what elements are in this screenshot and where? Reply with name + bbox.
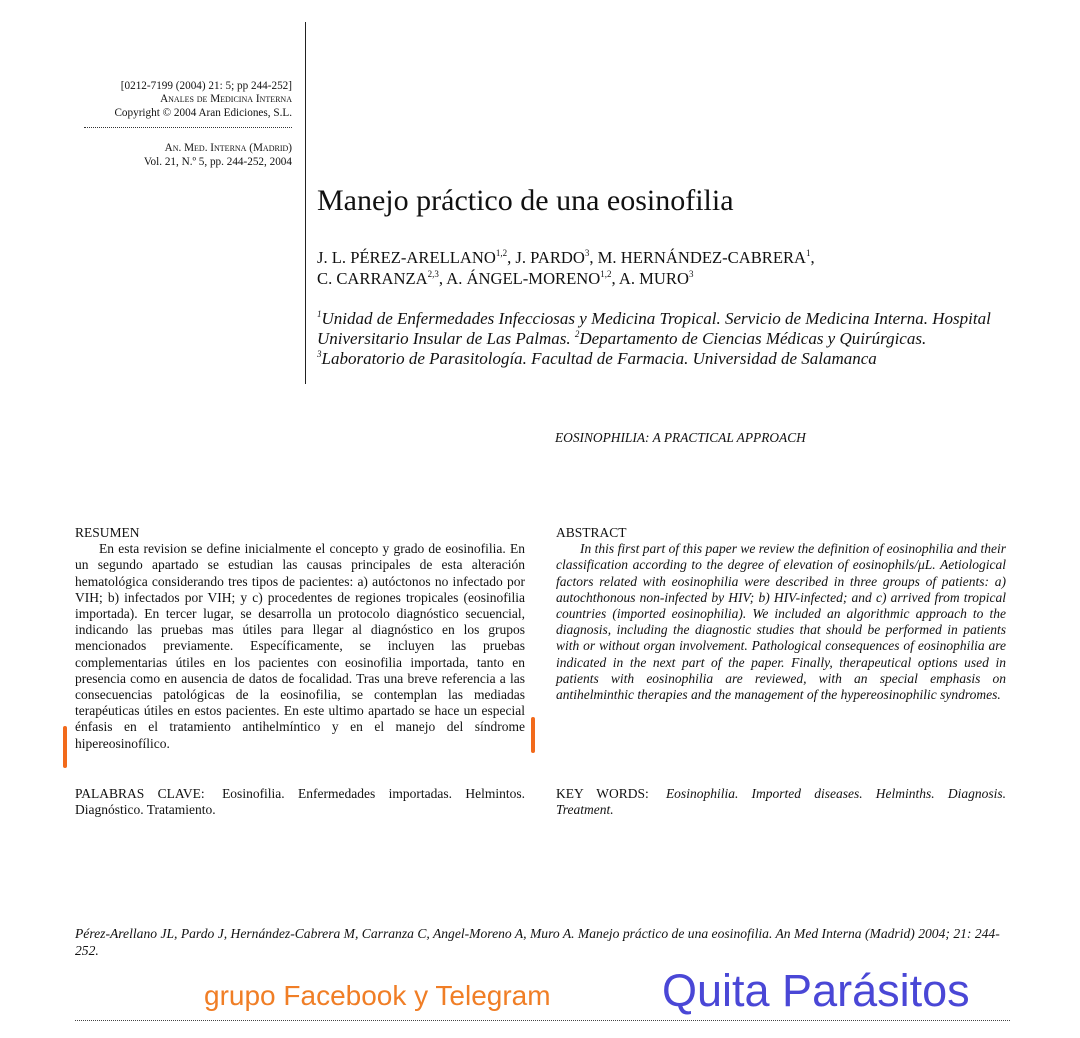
affiliations	[317, 309, 1017, 369]
author-list	[317, 248, 815, 289]
author-affiliation-number: 3	[584, 248, 590, 258]
journal-volume: Vol. 21, N.º 5, pp. 244-252, 2004	[143, 155, 292, 168]
author-separator: ,	[589, 248, 598, 267]
author-name: J. L. PÉREZ-ARELLANO	[317, 248, 496, 267]
author-name: A. MURO	[618, 268, 689, 288]
abstract-section	[556, 525, 1006, 703]
journal-abbrev: An. Med. Interna (Madrid)	[164, 142, 292, 155]
author-line-2	[317, 269, 815, 290]
english-title: EOSINOPHILIA: A PRACTICAL APPROACH	[555, 430, 806, 445]
masthead	[70, 80, 292, 169]
copyright: Copyright © 2004 Aran Ediciones, S.L.	[114, 106, 292, 119]
author-affiliation-number: 1	[806, 248, 811, 258]
vertical-rule	[305, 22, 306, 384]
key-words	[556, 786, 1006, 818]
author-separator: ,	[810, 248, 815, 267]
key-words-values: Eosinophilia. Imported diseases. Helminths. Diagnosis. Treatment.	[556, 786, 1007, 818]
author-name: C. CARRANZA	[317, 268, 428, 288]
author-separator: ,	[507, 248, 516, 267]
highlight-mark-left	[63, 726, 67, 768]
promo-text-small: grupo Facebook y Telegram	[204, 980, 551, 1011]
citation: Pérez-Arellano JL, Pardo J, Hernández-Cabrera M, Carranza C, Angel-Moreno A, Muro A. Manejo práctico de una eosinofilia. An Med Interna (Madrid) 2004; 21: 244-252.	[75, 926, 1000, 958]
resumen-section	[75, 525, 525, 752]
abstract-heading: ABSTRACT	[556, 525, 627, 540]
author-name: A. ÁNGEL-MORENO	[446, 268, 601, 288]
author-affiliation-number: 2,3	[427, 268, 439, 279]
palabras-clave	[75, 786, 525, 818]
journal-reference: [0212-7199 (2004) 21: 5; pp 244-252]	[120, 80, 292, 92]
resumen-heading: RESUMEN	[75, 525, 140, 540]
affiliation-number: 3	[317, 349, 322, 359]
affiliation-text: Unidad de Enfermedades Infecciosas y Medicina Tropical. Servicio de Medicina Interna. Hospital Universitario Insular de Las Palmas.	[317, 309, 991, 348]
highlight-mark-right	[531, 717, 535, 753]
resumen-body: En esta revision se define inicialmente el concepto y grado de eosinofilia. En un segundo apartado se estudian las causas principales de esta alteración hematológica considerando tres tipos de pacientes: a) autóctonos no infectado por VIH; b) infectados por VIH; y c) procedentes de regiones tropicales (eosinofilia importada). En tercer lugar, se desarrolla un protocolo diagnóstico secuencial, indicando las pruebas mas útiles para llegar al diagnóstico en los grupos mencionados previamente. Específicamente, se incluyen las pruebas complementarias útiles en los pacientes con eosinofilia importada, tanto en presencia como en ausencia de datos de focalidad. Tras una breve referencia a las consecuencias patológicas de la eosinofilia, se contemplan las mediadas terapéuticas útiles en estos pacientes. En este ultimo apartado se hace un especial énfasis en el tratamiento antihelmíntico y en el manejo del síndrome hipereosinofílico.	[75, 541, 525, 751]
author-line-1	[317, 248, 815, 269]
key-words-label: KEY WORDS:	[556, 786, 649, 801]
author-separator: ,	[438, 268, 447, 288]
abstract-body: In this first part of this paper we review the definition of eosinophilia and their classification according to the degree of elevation of eosinophils/μL. Aetiological factors related with eosinophilia were described in three groups of patients: a) autochthonous non-infected by HIV; b) HIV-infected; and c) arrived from tropical countries (imported eosinophilia). We included an algorithmic approach to the diagnosis, including the diagnostic studies that should be performed in patients with or without organ involvement. Pathological consequences of eosinophilia are indicated in the next part of the paper. Finally, therapeutical options used in patients with eosinophilia are reviewed, with an special emphasis on antihelminthic therapies and the management of the hypereosinophilic syndromes.	[556, 541, 1006, 703]
author-affiliation-number: 1,2	[495, 248, 508, 258]
author-affiliation-number: 3	[688, 268, 694, 279]
bottom-divider	[75, 1020, 1010, 1021]
affiliation-number: 1	[317, 309, 322, 319]
author-affiliation-number: 1,2	[600, 268, 612, 279]
affiliation-text: Laboratorio de Parasitología. Facultad de Farmacia. Universidad de Salamanca	[321, 349, 877, 368]
article-title: Manejo práctico de una eosinofilia	[317, 184, 734, 217]
promo-text-big: Quita Parásitos	[662, 965, 970, 1016]
masthead-divider	[84, 126, 292, 128]
palabras-clave-label: PALABRAS CLAVE:	[75, 786, 205, 801]
author-name: J. PARDO	[515, 248, 585, 267]
journal-name: Anales de Medicina Interna	[160, 93, 292, 106]
palabras-clave-values: Eosinofilia. Enfermedades importadas. Helmintos. Diagnóstico. Tratamiento.	[75, 786, 526, 818]
affiliation-text: Departamento de Ciencias Médicas y Quirúrgicas.	[579, 329, 927, 348]
author-separator: ,	[611, 268, 619, 288]
author-name: M. HERNÁNDEZ-CABRERA	[597, 248, 807, 267]
affiliation-number: 2	[574, 329, 580, 339]
